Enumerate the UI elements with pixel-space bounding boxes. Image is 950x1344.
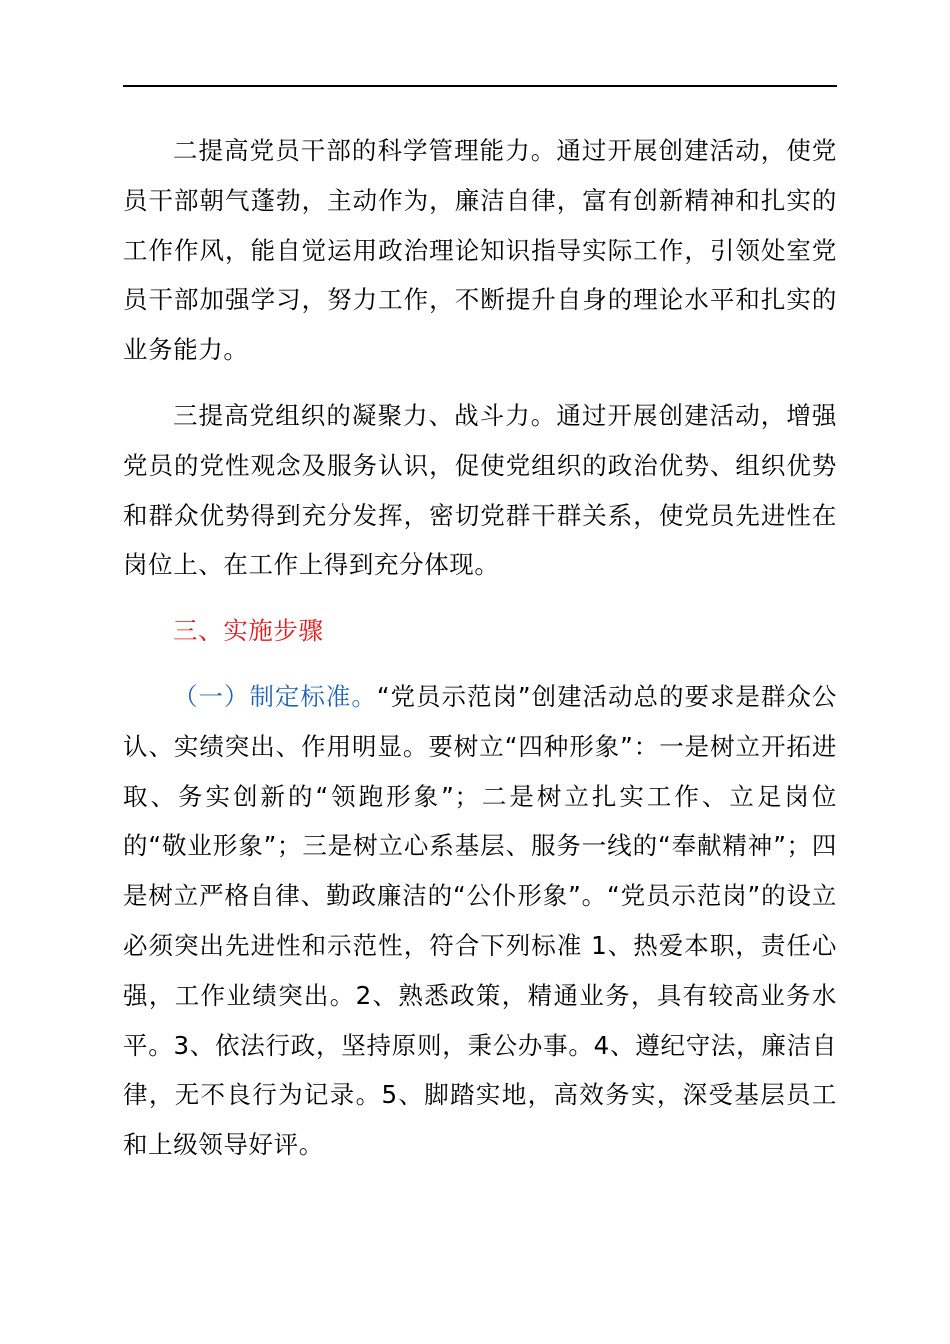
paragraph-standards [123,672,837,1170]
section-heading: 三、实施步骤 [173,616,324,646]
header-rule [123,85,837,87]
document-body [123,126,837,1170]
paragraph-management-ability: 二提高党员干部的科学管理能力。通过开展创建活动，使党员干部朝气蓬勃，主动作为，廉洁自律，富有创新精神和扎实的工作作风，能自觉运用政治理论知识指导实际工作，引领处室党员干部加强学习，努力工作，不断提升自身的理论水平和扎实的业务能力。 [123,136,837,365]
paragraph-cohesion: 三提高党组织的凝聚力、战斗力。通过开展创建活动，增强党员的党性观念及服务认识，促使党组织的政治优势、组织优势和群众优势得到充分发挥，密切党群干群关系，使党员先进性在岗位上、在工作上得到充分体现。 [123,400,837,580]
step-text: “党员示范岗”创建活动总的要求是群众公认、实绩突出、作用明显。要树立“四种形象”：一是树立开拓进取、务实创新的“领跑形象”；二是树立扎实工作、立足岗位的“敬业形象”；三是树立心系基层、服务一线的“奉献精神”；四是树立严格自律、勤政廉洁的“公仆形象”。“党员示范岗”的设立必须突出先进性和示范性，符合下列标准 1、热爱本职，责任心强，工作业绩突出。2、熟悉政策，精通业务，具有较高业务水平。3、依法行政，坚持原则，秉公办事。4、遵纪守法，廉洁自律，无不良行为记录。5、脚踏实地，高效务实，深受基层员工和上级领导好评。 [123,681,837,1160]
step-title: （一）制定标准。 [173,681,377,711]
